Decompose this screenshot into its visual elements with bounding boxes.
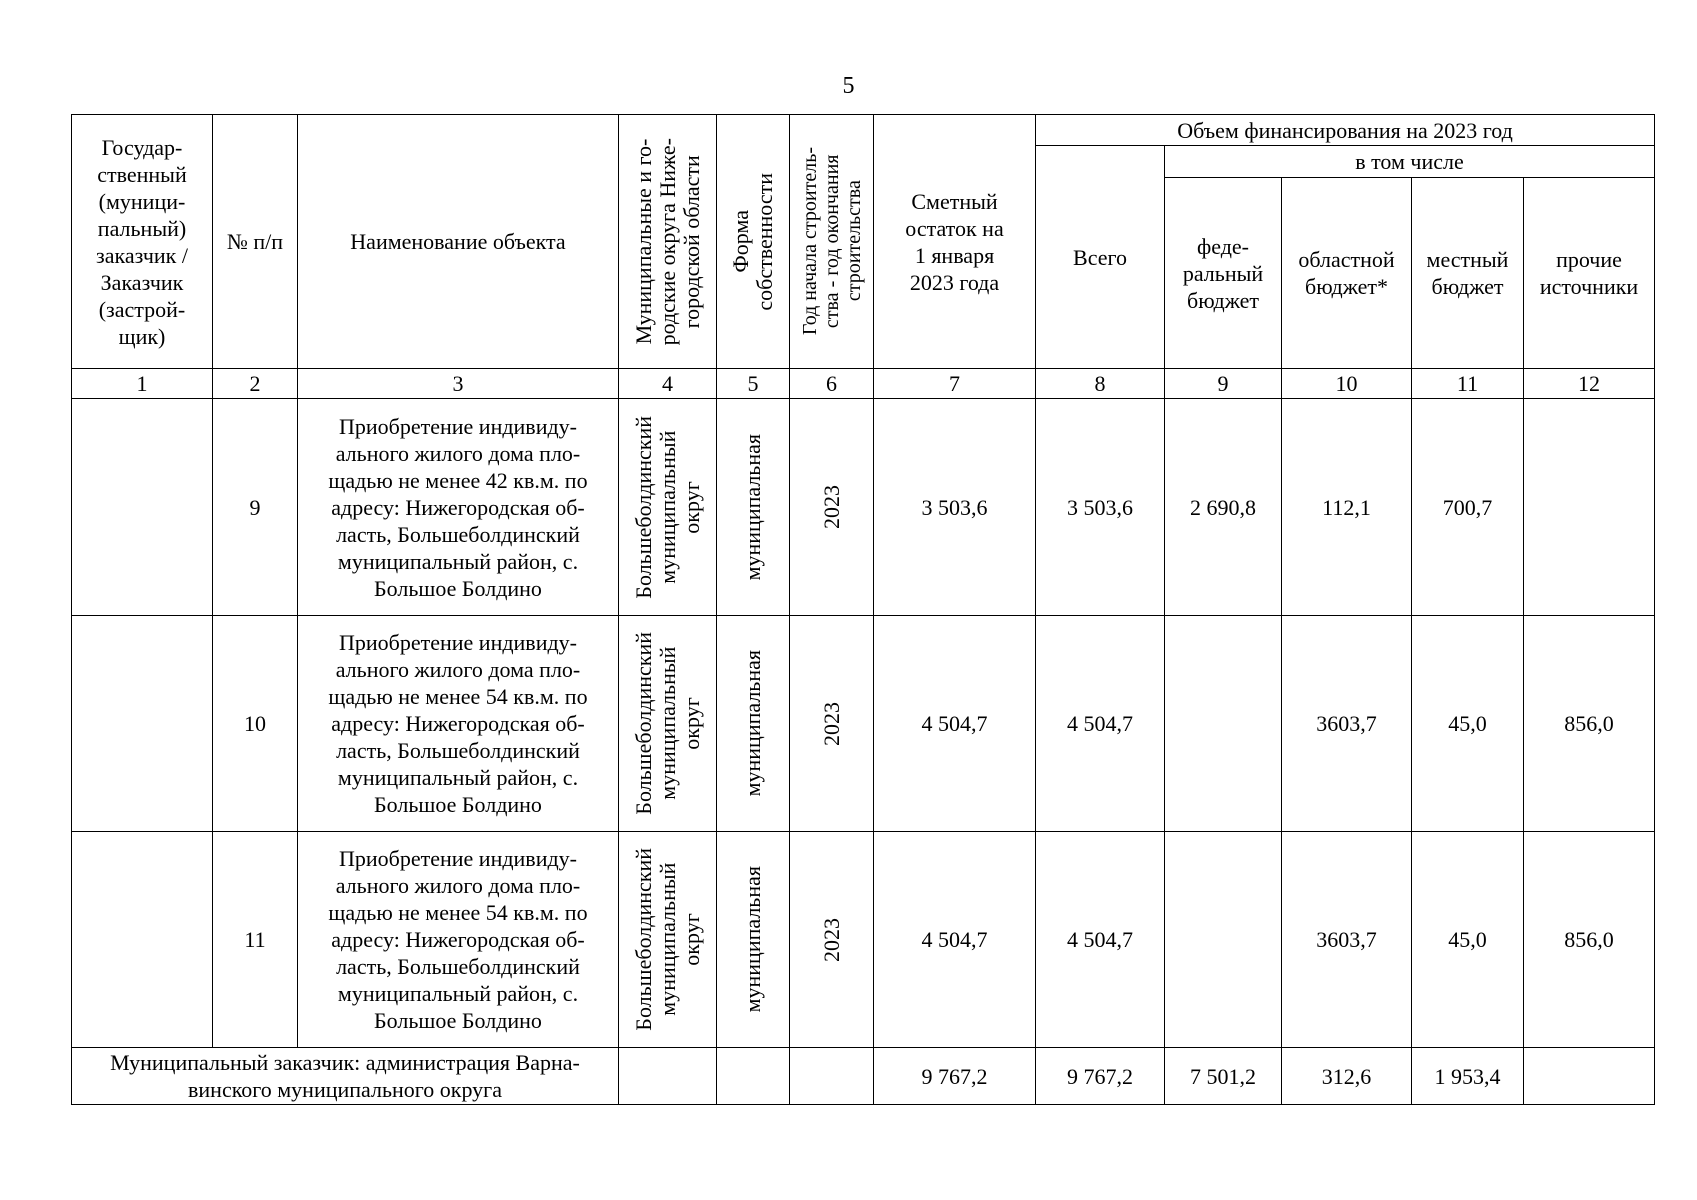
column-number: 11 (1412, 369, 1524, 399)
column-number: 5 (717, 369, 790, 399)
column-number: 9 (1165, 369, 1282, 399)
total-estimate: 9 767,2 (874, 1048, 1036, 1105)
row-customer (72, 399, 213, 616)
total-regional: 312,6 (1282, 1048, 1412, 1105)
row-other (1524, 399, 1655, 616)
header-regional: областной бюджет* (1282, 178, 1412, 369)
row-federal (1165, 616, 1282, 832)
row-ownership-text: муниципальная (740, 433, 765, 581)
row-district (619, 399, 717, 616)
total-year (790, 1048, 874, 1105)
column-number: 8 (1036, 369, 1165, 399)
total-total: 9 767,2 (1036, 1048, 1165, 1105)
total-row (72, 1048, 1655, 1105)
column-number: 3 (298, 369, 619, 399)
row-total: 3 503,6 (1036, 399, 1165, 616)
row-estimate: 3 503,6 (874, 399, 1036, 616)
row-year-text: 2023 (818, 917, 844, 962)
table-row (72, 616, 1655, 832)
header-object-name: Наименование объекта (298, 115, 619, 369)
row-year-text: 2023 (818, 485, 844, 529)
header-customer: Государ- ственный (муници- пальный) заказчик / Заказчик (застрой- щик) (72, 115, 213, 369)
column-numbers-row (72, 369, 1655, 399)
column-number: 1 (72, 369, 213, 399)
row-local: 700,7 (1412, 399, 1524, 616)
total-other (1524, 1048, 1655, 1105)
header-row (72, 115, 1655, 146)
header-local: местный бюджет (1412, 178, 1524, 369)
row-estimate: 4 504,7 (874, 616, 1036, 832)
row-ownership-text: муниципальная (740, 866, 765, 1013)
header-total: Всего (1036, 146, 1165, 369)
total-ownership (717, 1048, 790, 1105)
header-districts (619, 115, 717, 369)
row-object-name: Приобретение индивиду- ального жилого дома пло- щадью не менее 54 кв.м. по адресу: Нижегородская об- ласть, Большеболдинский муниципальный район, с. Большое Болдино (298, 616, 619, 832)
row-other: 856,0 (1524, 832, 1655, 1048)
row-year (790, 399, 874, 616)
row-district-text: Большеболдинский муниципальный округ (630, 848, 704, 1031)
column-number: 10 (1282, 369, 1412, 399)
row-estimate: 4 504,7 (874, 832, 1036, 1048)
row-object-name: Приобретение индивиду- ального жилого дома пло- щадью не менее 54 кв.м. по адресу: Нижегородская об- ласть, Большеболдинский муниципальный район, с. Большое Болдино (298, 832, 619, 1048)
row-local: 45,0 (1412, 832, 1524, 1048)
row-district (619, 616, 717, 832)
page-number: 5 (842, 73, 855, 99)
header-years (790, 115, 874, 369)
row-year (790, 616, 874, 832)
header-financing: Объем финансирования на 2023 год (1036, 115, 1655, 146)
row-customer (72, 832, 213, 1048)
financing-table (71, 114, 1655, 1105)
row-regional: 112,1 (1282, 399, 1412, 616)
total-district (619, 1048, 717, 1105)
row-regional: 3603,7 (1282, 832, 1412, 1048)
row-local: 45,0 (1412, 616, 1524, 832)
header-years-text: Год начала строитель- ства - год окончания строительства (798, 147, 865, 336)
column-number: 7 (874, 369, 1036, 399)
total-federal: 7 501,2 (1165, 1048, 1282, 1105)
column-number: 4 (619, 369, 717, 399)
header-ownership (717, 115, 790, 369)
header-estimate: Сметный остаток на 1 января 2023 года (874, 115, 1036, 369)
row-year (790, 832, 874, 1048)
row-other: 856,0 (1524, 616, 1655, 832)
row-object-name: Приобретение индивиду- ального жилого дома пло- щадью не менее 42 кв.м. по адресу: Нижегородская об- ласть, Большеболдинский муниципальный район, с. Большое Болдино (298, 399, 619, 616)
column-number: 6 (790, 369, 874, 399)
row-customer (72, 616, 213, 832)
total-local: 1 953,4 (1412, 1048, 1524, 1105)
row-num: 9 (213, 399, 298, 616)
row-ownership-text: муниципальная (740, 650, 765, 797)
row-district-text: Большеболдинский муниципальный округ (630, 632, 704, 815)
header-districts-text: Муниципальные и го- родские округа Ниже- городской области (630, 137, 704, 346)
table-row (72, 832, 1655, 1048)
table-row (72, 399, 1655, 616)
column-number: 2 (213, 369, 298, 399)
row-federal (1165, 832, 1282, 1048)
column-number: 12 (1524, 369, 1655, 399)
header-num: № п/п (213, 115, 298, 369)
total-row-label: Муниципальный заказчик: администрация Варна- винского муниципального округа (72, 1048, 619, 1105)
row-ownership (717, 616, 790, 832)
header-federal: феде- ральный бюджет (1165, 178, 1282, 369)
header-ownership-text: Форма собственности (728, 172, 777, 311)
row-district (619, 832, 717, 1048)
row-regional: 3603,7 (1282, 616, 1412, 832)
row-district-text: Большеболдинский муниципальный округ (630, 415, 704, 599)
row-ownership (717, 832, 790, 1048)
row-num: 10 (213, 616, 298, 832)
row-federal: 2 690,8 (1165, 399, 1282, 616)
header-including: в том числе (1165, 146, 1655, 178)
row-ownership (717, 399, 790, 616)
header-other: прочие источники (1524, 178, 1655, 369)
row-total: 4 504,7 (1036, 616, 1165, 832)
row-num: 11 (213, 832, 298, 1048)
row-year-text: 2023 (818, 701, 844, 746)
row-total: 4 504,7 (1036, 832, 1165, 1048)
